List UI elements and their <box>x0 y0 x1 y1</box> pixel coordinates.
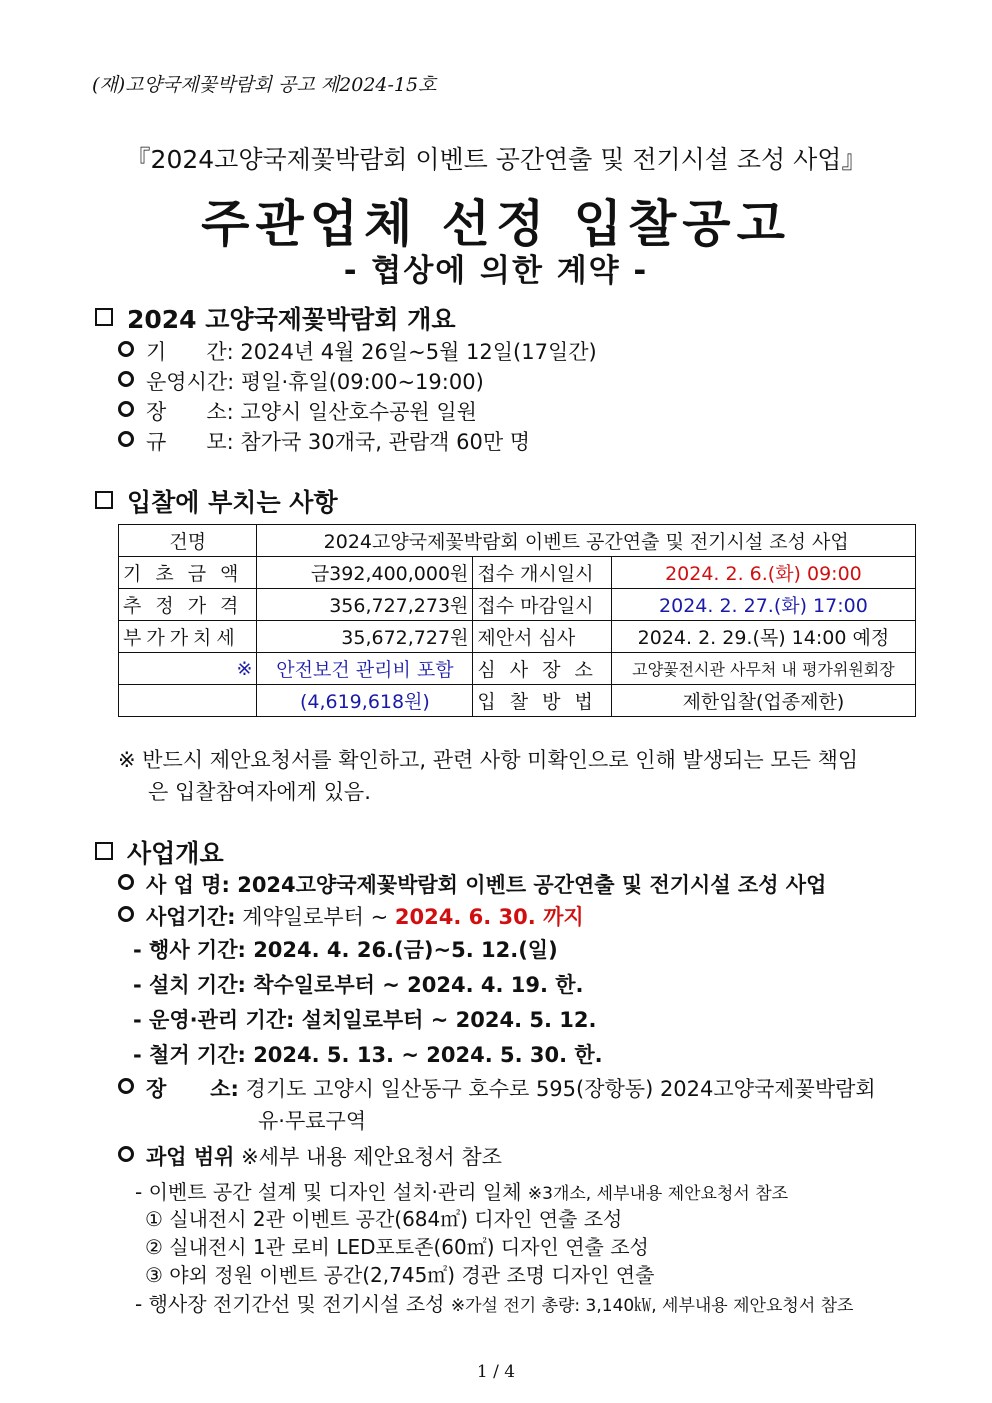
page-title: 주관업체 선정 입찰공고 <box>201 195 791 253</box>
period-deadline: 2024. 6. 30. 까지 <box>394 905 584 929</box>
circle-bullet-icon <box>118 1146 134 1162</box>
scope-list-item: ② 실내전시 1관 로비 LED포토존(60㎡) 디자인 연출 조성 <box>145 1235 649 1259</box>
label-cell: 심사장소 <box>473 653 611 685</box>
label-cell: ※ <box>119 653 257 685</box>
scope-list-item: ① 실내전시 2관 이벤트 공간(684㎡) 디자인 연출 조성 <box>145 1207 623 1231</box>
circle-bullet-icon <box>118 371 134 387</box>
project-name <box>118 869 826 899</box>
table-row <box>119 685 916 717</box>
sub-item-install-period: - 설치 기간: 착수일로부터 ~ 2024. 4. 19. 한. <box>133 973 584 997</box>
item-value: 평일·휴일(09:00~19:00) <box>240 370 484 394</box>
project-heading <box>95 834 224 870</box>
label-cell: 입찰방법 <box>473 685 611 717</box>
table-row <box>119 621 916 653</box>
value-cell: 고양꽃전시관 사무처 내 평가위원회장 <box>611 653 915 685</box>
sub-item-removal-period: - 철거 기간: 2024. 5. 13. ~ 2024. 5. 30. 한. <box>133 1043 603 1067</box>
project-period <box>118 901 584 931</box>
project-scope <box>118 1141 502 1171</box>
label-cell <box>119 685 257 717</box>
checkbox-square-icon <box>95 308 113 326</box>
document-subtitle: 『2024고양국제꽃박람회 이벤트 공간연출 및 전기시설 조성 사업』 <box>125 145 867 174</box>
label-cell: 부가가치세 <box>119 621 257 653</box>
label-cell: 추정가격 <box>119 589 257 621</box>
overview-item-hours <box>118 366 484 396</box>
circle-bullet-icon <box>118 1078 134 1094</box>
item-label: 기 간: <box>146 340 234 364</box>
bid-note-line2: 은 입찰참여자에게 있음. <box>148 780 371 804</box>
value-cell: 안전보건 관리비 포함 <box>257 653 473 685</box>
scope-item-note: ※가설 전기 총량: 3,140㎾, 세부내용 제안요청서 참조 <box>450 1296 854 1316</box>
header-label-cell: 건명 <box>119 525 257 557</box>
item-label: 과업 범위 <box>146 1145 235 1169</box>
bid-note-line1: ※ 반드시 제안요청서를 확인하고, 관련 사항 미확인으로 인해 발생되는 모든 책임 <box>118 748 859 772</box>
item-value: 참가국 30개국, 관람객 60만 명 <box>240 430 531 454</box>
item-label: 규 모: <box>146 430 234 454</box>
label-cell: 제안서 심사 <box>473 621 611 653</box>
project-place-line2: 유·무료구역 <box>258 1109 367 1133</box>
project-place <box>118 1073 876 1103</box>
item-value: 2024고양국제꽃박람회 이벤트 공간연출 및 전기시설 조성 사업 <box>237 873 827 897</box>
overview-item-scale <box>118 426 530 456</box>
circle-bullet-icon <box>118 341 134 357</box>
title-subheading: - 협상에 의한 계약 - <box>343 253 649 289</box>
scope-item-event-space <box>135 1176 788 1205</box>
page-number: 1 / 4 <box>476 1362 516 1382</box>
value-cell: (4,619,618원) <box>257 685 473 717</box>
value-cell: 35,672,727원 <box>257 621 473 653</box>
checkbox-square-icon <box>95 842 113 860</box>
value-cell: 2024. 2. 6.(화) 09:00 <box>611 557 915 589</box>
overview-heading-text: 2024 고양국제꽃박람회 개요 <box>127 305 456 334</box>
value-cell: 제한입찰(업종제한) <box>611 685 915 717</box>
scope-item-note: ※3개소, 세부내용 제안요청서 참조 <box>527 1184 789 1204</box>
table-row <box>119 589 916 621</box>
scope-item-text: - 이벤트 공간 설계 및 디자인 설치·관리 일체 <box>135 1180 522 1204</box>
bid-heading-text: 입찰에 부치는 사항 <box>127 488 338 517</box>
scope-list-item: ③ 야외 정원 이벤트 공간(2,745㎡) 경관 조명 디자인 연출 <box>145 1263 655 1287</box>
item-value: 계약일로부터 ~ <box>242 905 389 929</box>
label-cell: 접수 마감일시 <box>473 589 611 621</box>
item-value: 경기도 고양시 일산동구 호수로 595(장항동) 2024고양국제꽃박람회 <box>245 1077 876 1101</box>
bid-heading <box>95 483 338 519</box>
overview-heading <box>95 300 456 336</box>
table-row <box>119 557 916 589</box>
item-value: ※세부 내용 제안요청서 참조 <box>241 1145 502 1169</box>
value-cell: 금392,400,000원 <box>257 557 473 589</box>
checkbox-square-icon <box>95 491 113 509</box>
overview-item-period <box>118 336 597 366</box>
item-label: 사업기간: <box>146 905 236 929</box>
value-cell: 2024. 2. 27.(화) 17:00 <box>611 589 915 621</box>
table-row <box>119 653 916 685</box>
circle-bullet-icon <box>118 431 134 447</box>
circle-bullet-icon <box>118 401 134 417</box>
value-cell: 356,727,273원 <box>257 589 473 621</box>
item-label: 장 소: <box>146 400 234 424</box>
header-value-cell: 2024고양국제꽃박람회 이벤트 공간연출 및 전기시설 조성 사업 <box>257 525 916 557</box>
scope-item-electrical <box>135 1288 853 1317</box>
item-label: 사 업 명: <box>146 873 230 897</box>
notice-number: (재)고양국제꽃박람회 공고 제2024-15호 <box>92 74 437 96</box>
table-row <box>119 525 916 557</box>
sub-item-operation-period: - 운영·관리 기간: 설치일로부터 ~ 2024. 5. 12. <box>133 1008 597 1032</box>
item-value: 고양시 일산호수공원 일원 <box>240 400 477 424</box>
circle-bullet-icon <box>118 874 134 890</box>
overview-item-place <box>118 396 477 426</box>
project-heading-text: 사업개요 <box>127 839 224 868</box>
label-cell: 기초금액 <box>119 557 257 589</box>
circle-bullet-icon <box>118 906 134 922</box>
label-cell: 접수 개시일시 <box>473 557 611 589</box>
item-label: 운영시간: <box>146 370 235 394</box>
bid-table <box>118 524 916 717</box>
value-cell: 2024. 2. 29.(목) 14:00 예정 <box>611 621 915 653</box>
sub-item-event-period: - 행사 기간: 2024. 4. 26.(금)~5. 12.(일) <box>133 938 558 962</box>
scope-item-text: - 행사장 전기간선 및 전기시설 조성 <box>135 1292 445 1316</box>
item-value: 2024년 4월 26일~5월 12일(17일간) <box>240 340 597 364</box>
item-label: 장 소: <box>146 1077 239 1101</box>
